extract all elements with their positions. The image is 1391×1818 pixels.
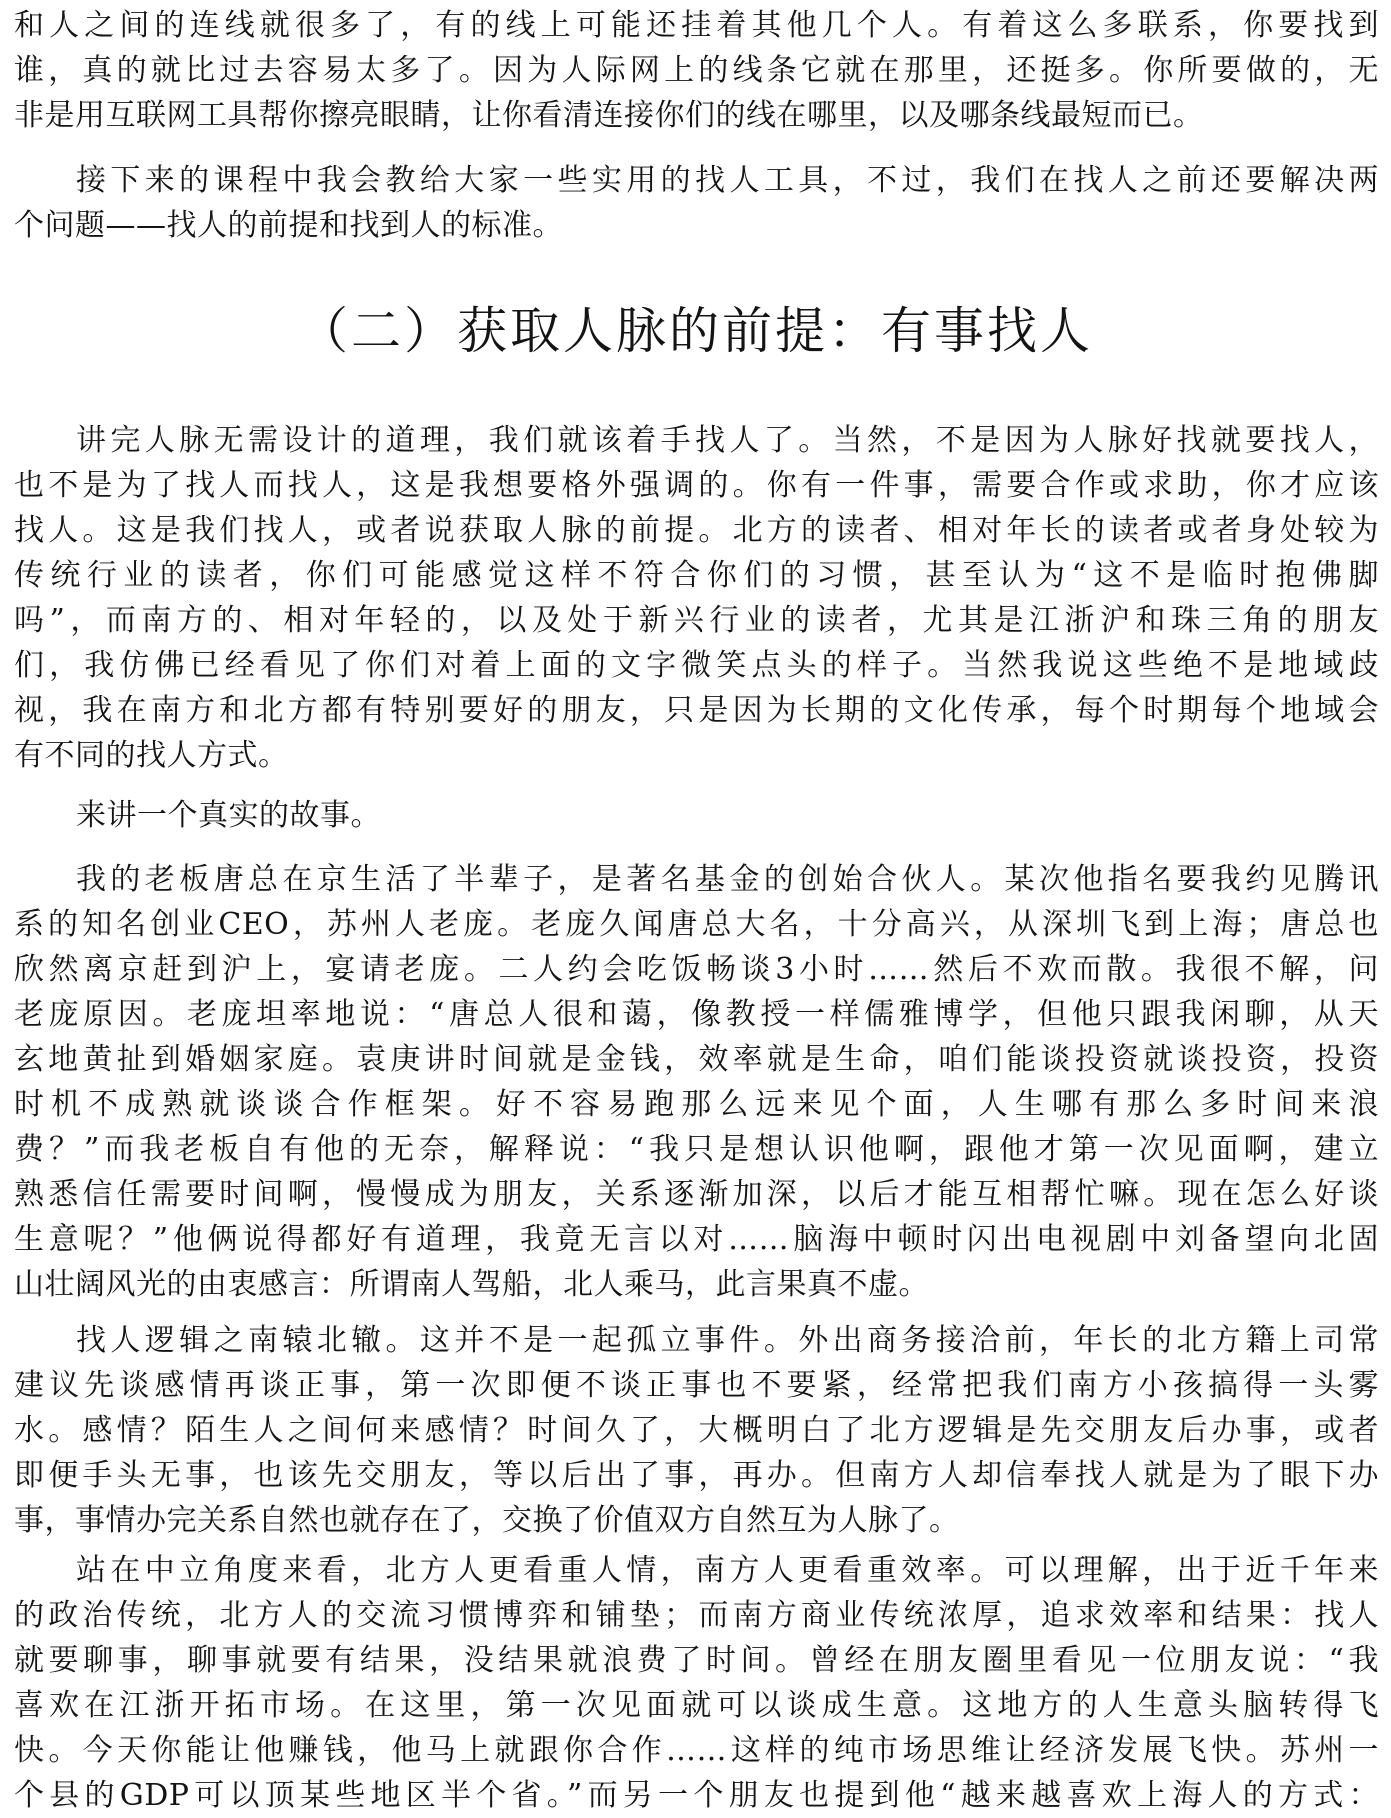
text-line: 玄地黄扯到婚姻家庭。袁庚讲时间就是金钱，效率就是生命，咱们能谈投资就谈投资，投资 bbox=[14, 1042, 1379, 1077]
text-line: 也不是为了找人而找人，这是我想要格外强调的。你有一件事，需要合作或求助，你才应该 bbox=[14, 468, 1379, 503]
text-line: 我的老板唐总在京生活了半辈子，是著名基金的创始合伙人。某次他指名要我约见腾讯 bbox=[76, 862, 1379, 897]
text-line: 个问题——找人的前提和找到人的标准。 bbox=[14, 208, 563, 243]
text-line: 和人之间的连线就很多了，有的线上可能还挂着其他几个人。有着这么多联系，你要找到 bbox=[14, 8, 1379, 43]
text-line: 费？”而我老板自有他的无奈，解释说：“我只是想认识他啊，跟他才第一次见面啊，建立 bbox=[14, 1132, 1379, 1167]
text-line: 建议先谈感情再谈正事，第一次即便不谈正事也不要紧，经常把我们南方小孩搞得一头雾 bbox=[14, 1368, 1379, 1403]
text-line: 即便手头无事，也该先交朋友，等以后出了事，再办。但南方人却信奉找人就是为了眼下办 bbox=[14, 1458, 1379, 1493]
text-line: 水。感情？陌生人之间何来感情？时间久了，大概明白了北方逻辑是先交朋友后办事，或者 bbox=[14, 1413, 1379, 1448]
text-line: 找人逻辑之南辕北辙。这并不是一起孤立事件。外出商务接洽前，年长的北方籍上司常 bbox=[76, 1323, 1379, 1358]
text-line: 视，我在南方和北方都有特别要好的朋友，只是因为长期的文化传承，每个时期每个地域会 bbox=[14, 693, 1379, 728]
text-line: 有不同的找人方式。 bbox=[14, 738, 289, 773]
text-line: 山壮阔风光的由衷感言：所谓南人驾船，北人乘马，此言果真不虚。 bbox=[14, 1267, 929, 1302]
text-line: 传统行业的读者，你们可能感觉这样不符合你们的习惯，甚至认为“这不是临时抱佛脚 bbox=[14, 558, 1379, 593]
text-line: 生意呢？”他俩说得都好有道理，我竟无言以对……脑海中顿时闪出电视剧中刘备望向北固 bbox=[14, 1222, 1379, 1257]
text-line: 们，我仿佛已经看见了你们对着上面的文字微笑点头的样子。当然我说这些绝不是地域歧 bbox=[14, 648, 1379, 683]
text-line: 吗”，而南方的、相对年轻的，以及处于新兴行业的读者，尤其是江浙沪和珠三角的朋友 bbox=[14, 603, 1379, 638]
text-line: 的政治传统，北方人的交流习惯博弈和铺垫；而南方商业传统浓厚，追求效率和结果：找人 bbox=[14, 1598, 1379, 1633]
text-line: 系的知名创业CEO，苏州人老庞。老庞久闻唐总大名，十分高兴，从深圳飞到上海；唐总也 bbox=[14, 907, 1379, 942]
text-line: 时机不成熟就谈谈合作框架。好不容易跑那么远来见个面，人生哪有那么多时间来浪 bbox=[14, 1087, 1379, 1122]
section-paragraph-5 bbox=[14, 1548, 1379, 1818]
text-line: 找人。这是我们找人，或者说获取人脉的前提。北方的读者、相对年长的读者或者身处较为 bbox=[14, 513, 1379, 548]
text-line: 欣然离京赶到沪上，宴请老庞。二人约会吃饭畅谈3小时……然后不欢而散。我很不解，问 bbox=[14, 952, 1379, 987]
text-line: 讲完人脉无需设计的道理，我们就该着手找人了。当然，不是因为人脉好找就要找人， bbox=[76, 423, 1379, 458]
intro-paragraph-1 bbox=[14, 3, 1379, 138]
text-line: 喜欢在江浙开拓市场。在这里，第一次见面就可以谈成生意。这地方的人生意头脑转得飞 bbox=[14, 1688, 1379, 1723]
intro-paragraph-2 bbox=[14, 158, 1379, 248]
text-line: 非是用互联网工具帮你擦亮眼睛，让你看清连接你们的线在哪里，以及哪条线最短而已。 bbox=[14, 98, 1204, 133]
section-paragraph-3 bbox=[14, 857, 1379, 1307]
section-paragraph-2 bbox=[14, 793, 1379, 838]
section-heading: （二）获取人脉的前提：有事找人 bbox=[298, 302, 1093, 360]
text-line: 站在中立角度来看，北方人更看重人情，南方人更看重效率。可以理解，出于近千年来 bbox=[76, 1553, 1379, 1588]
text-line: 个县的GDP可以顶某些地区半个省。”而另一个朋友也提到他“越来越喜欢上海人的方式： bbox=[14, 1778, 1379, 1813]
section-paragraph-1 bbox=[14, 418, 1379, 778]
text-line: 老庞原因。老庞坦率地说：“唐总人很和蔼，像教授一样儒雅博学，但他只跟我闲聊，从天 bbox=[14, 997, 1379, 1032]
text-line: 接下来的课程中我会教给大家一些实用的找人工具，不过，我们在找人之前还要解决两 bbox=[76, 163, 1379, 198]
section-paragraph-4 bbox=[14, 1318, 1379, 1543]
text-line: 事，事情办完关系自然也就存在了，交换了价值双方自然互为人脉了。 bbox=[14, 1503, 960, 1538]
text-line: 就要聊事，聊事就要有结果，没结果就浪费了时间。曾经在朋友圈里看见一位朋友说：“我 bbox=[14, 1643, 1379, 1678]
text-line: 来讲一个真实的故事。 bbox=[76, 798, 381, 833]
text-line: 熟悉信任需要时间啊，慢慢成为朋友，关系逐渐加深，以后才能互相帮忙嘛。现在怎么好谈 bbox=[14, 1177, 1379, 1212]
text-line: 谁，真的就比过去容易太多了。因为人际网上的线条它就在那里，还挺多。你所要做的，无 bbox=[14, 53, 1379, 88]
text-line: 快。今天你能让他赚钱，他马上就跟你合作……这样的纯市场思维让经济发展飞快。苏州一 bbox=[14, 1733, 1379, 1768]
